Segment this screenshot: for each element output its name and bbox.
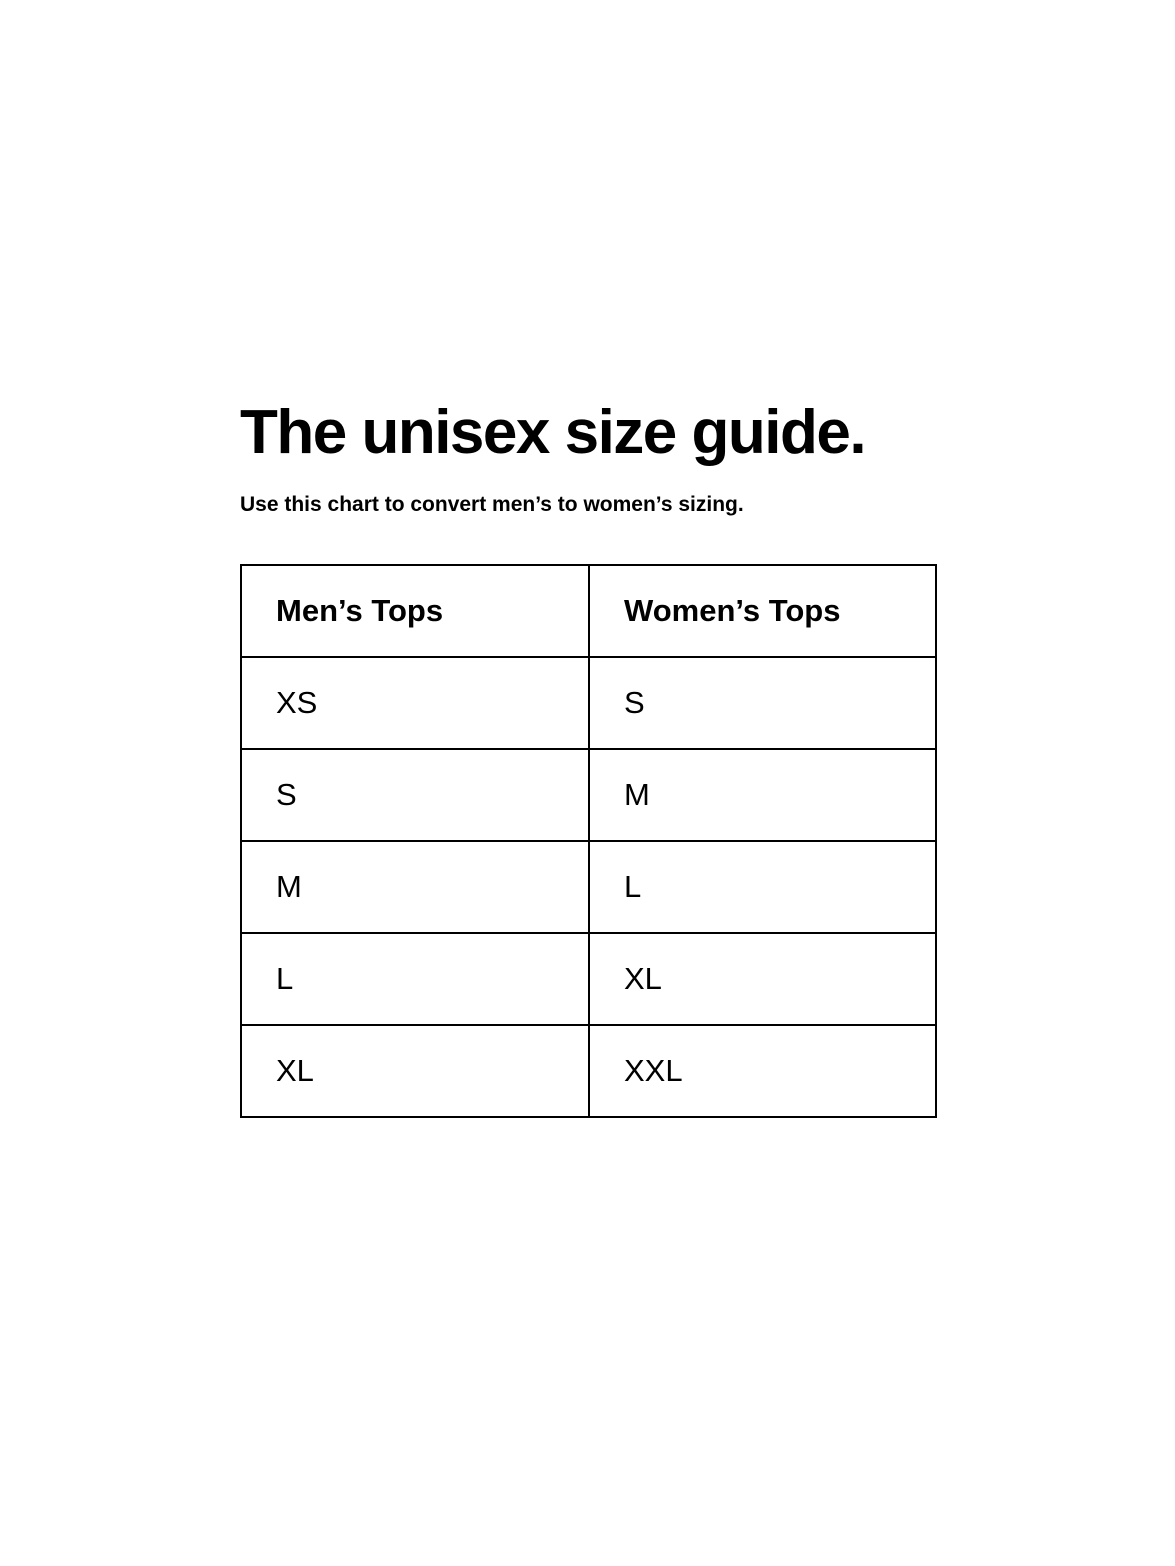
column-header-womens-tops: Women’s Tops [589, 565, 936, 657]
cell-womens-size: S [589, 657, 936, 749]
size-guide-document [240, 400, 935, 1118]
cell-womens-size: XXL [589, 1025, 936, 1117]
table-header-row [241, 565, 936, 657]
cell-womens-size: XL [589, 933, 936, 1025]
cell-womens-size: L [589, 841, 936, 933]
table-row [241, 1025, 936, 1117]
cell-mens-size: L [241, 933, 589, 1025]
size-conversion-table [240, 564, 937, 1118]
table-row [241, 841, 936, 933]
cell-mens-size: S [241, 749, 589, 841]
table-row [241, 657, 936, 749]
cell-mens-size: M [241, 841, 589, 933]
page-title: The unisex size guide. [240, 398, 866, 467]
cell-mens-size: XL [241, 1025, 589, 1117]
column-header-mens-tops: Men’s Tops [241, 565, 589, 657]
table-row [241, 749, 936, 841]
table-row [241, 933, 936, 1025]
page-subtitle: Use this chart to convert men’s to women’s sizing. [240, 493, 744, 517]
cell-mens-size: XS [241, 657, 589, 749]
cell-womens-size: M [589, 749, 936, 841]
